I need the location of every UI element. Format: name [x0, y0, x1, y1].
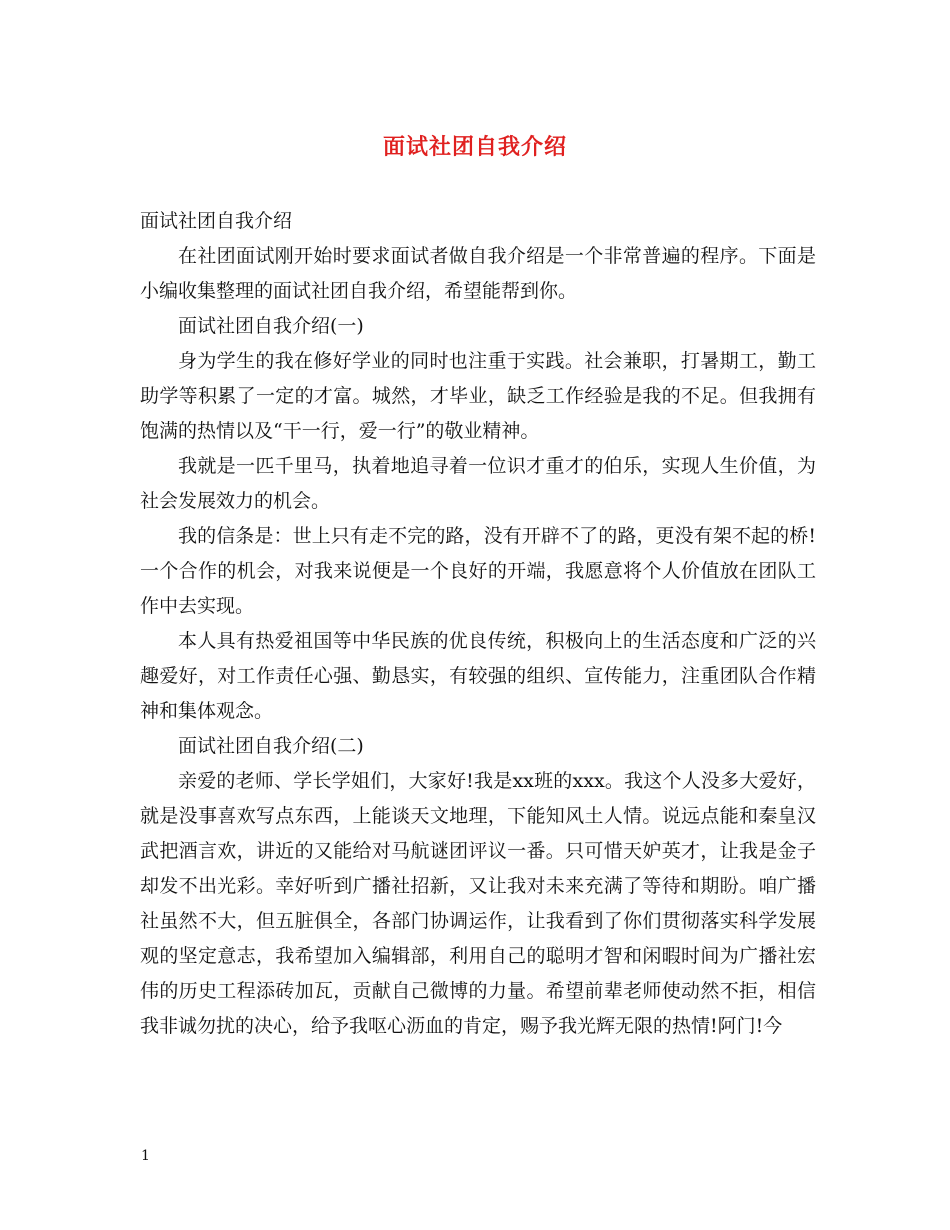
document-body — [140, 204, 816, 1044]
paragraph-intro: 在社团面试刚开始时要求面试者做自我介绍是一个非常普遍的程序。下面是小编收集整理的面试社团自我介绍，希望能帮到你。 — [140, 245, 816, 302]
document-title: 面试社团自我介绍 — [382, 134, 567, 160]
section-heading-one: 面试社团自我介绍(一) — [178, 315, 364, 337]
paragraph: 身为学生的我在修好学业的同时也注重于实践。社会兼职，打暑期工，勤工助学等积累了一定的才富。城然，才毕业，缺乏工作经验是我的不足。但我拥有饱满的热情以及“干一行，爱一行”的敬业精神。 — [140, 350, 816, 442]
paragraph: 我的信条是：世上只有走不完的路，没有开辟不了的路，更没有架不起的桥!一个合作的机会，对我来说便是一个良好的开端，我愿意将个人价值放在团队工作中去实现。 — [140, 525, 816, 617]
paragraph: 本人具有热爱祖国等中华民族的优良传统，积极向上的生活态度和广泛的兴趣爱好，对工作责任心强、勤恳实，有较强的组织、宣传能力，注重团队合作精神和集体观念。 — [140, 630, 816, 722]
section-heading-two: 面试社团自我介绍(二) — [178, 735, 364, 757]
paragraph: 亲爱的老师、学长学姐们，大家好!我是xx班的xxx。我这个人没多大爱好，就是没事喜欢写点东西，上能谈天文地理，下能知风土人情。说远点能和秦皇汉武把酒言欢，讲近的又能给对马航谜团评议一番。只可惜天妒英才，让我是金子却发不出光彩。幸好听到广播社招新，又让我对未来充满了等待和期盼。咱广播社虽然不大，但五脏俱全，各部门协调运作，让我看到了你们贯彻落实科学发展观的坚定意志，我希望加入编辑部，利用自己的聪明才智和闲暇时间为广播社宏伟的历史工程添砖加瓦，贡献自己微博的力量。希望前辈老师使动然不拒，相信我非诚勿扰的决心，给予我呕心沥血的肯定，赐予我光辉无限的热情!阿门!今 — [140, 770, 816, 1037]
page-number: 1 — [141, 1148, 150, 1164]
paragraph: 我就是一匹千里马，执着地追寻着一位识才重才的伯乐，实现人生价值，为社会发展效力的机会。 — [140, 455, 816, 512]
paragraph-heading: 面试社团自我介绍 — [140, 210, 293, 232]
